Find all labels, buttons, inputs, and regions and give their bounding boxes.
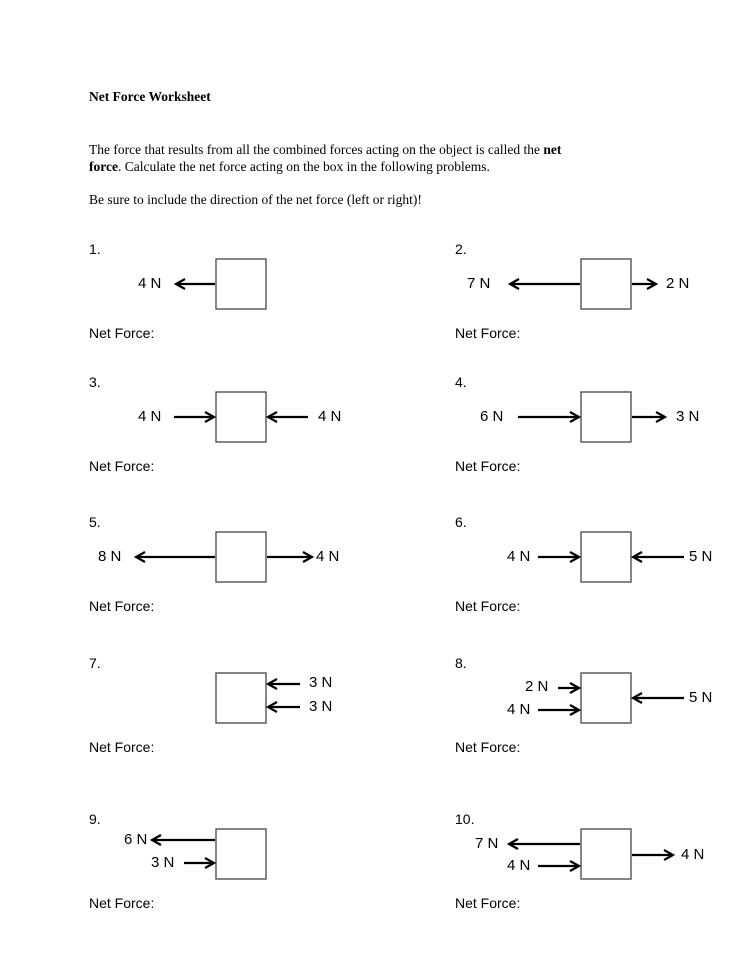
intro-text-2: . Calculate the net force acting on the box in the following problems. [117,159,490,174]
problem-10-force-1-label: 7 N [475,835,499,852]
problem-9-force-2-label: 3 N [151,854,175,871]
problem-5-force-1-label: 8 N [98,548,122,565]
problem-2-net-force-label: Net Force: [455,325,521,341]
problem-7-box [216,673,266,723]
intro-bold-net: net [543,142,562,157]
problem-1-number: 1. [89,241,101,257]
problem-2-number: 2. [455,241,467,257]
problem-8-net-force-label: Net Force: [455,739,521,755]
intro-bold-force: force [89,159,118,174]
problem-8-force-2-label: 4 N [507,701,531,718]
intro-text-1: The force that results from all the combined forces acting on the object is called the [89,142,544,157]
problem-8-number: 8. [455,655,467,671]
problem-4-force-2-label: 3 N [676,408,700,425]
problem-8-force-3-label: 5 N [689,689,713,706]
problem-7-net-force-label: Net Force: [89,739,155,755]
problem-9-force-1-label: 6 N [124,831,148,848]
problem-4-box [581,392,631,442]
problem-3-number: 3. [89,374,101,390]
problem-10-net-force-label: Net Force: [455,895,521,911]
problem-2-force-2-label: 2 N [666,275,690,292]
problem-2-box [581,259,631,309]
worksheet-title: Net Force Worksheet [89,89,211,104]
problem-10-force-3-label: 4 N [681,846,705,863]
problem-7-number: 7. [89,655,101,671]
problem-3-box [216,392,266,442]
problem-9-net-force-label: Net Force: [89,895,155,911]
problem-4-force-1-label: 6 N [480,408,504,425]
problem-6-net-force-label: Net Force: [455,598,521,614]
problem-8-box [581,673,631,723]
problem-6-box [581,532,631,582]
problem-2-force-1-label: 7 N [467,275,491,292]
problem-6-number: 6. [455,514,467,530]
problem-6-force-2-label: 5 N [689,548,713,565]
problem-8-force-1-label: 2 N [525,678,549,695]
problem-4-number: 4. [455,374,467,390]
problem-3-force-2-label: 4 N [318,408,342,425]
problem-5-box [216,532,266,582]
problem-4-net-force-label: Net Force: [455,458,521,474]
problem-3-force-1-label: 4 N [138,408,162,425]
problem-5-net-force-label: Net Force: [89,598,155,614]
problem-10-force-2-label: 4 N [507,857,531,874]
problem-6-force-1-label: 4 N [507,548,531,565]
problem-7-force-2-label: 3 N [309,698,333,715]
problem-5-number: 5. [89,514,101,530]
problem-1-net-force-label: Net Force: [89,325,155,341]
problem-9-box [216,829,266,879]
problem-7-force-1-label: 3 N [309,674,333,691]
problem-3-net-force-label: Net Force: [89,458,155,474]
problem-9-number: 9. [89,811,101,827]
problem-10-number: 10. [455,811,475,827]
problem-1-box [216,259,266,309]
problem-10-box [581,829,631,879]
problem-1-force-1-label: 4 N [138,275,162,292]
problem-5-force-2-label: 4 N [316,548,340,565]
direction-reminder: Be sure to include the direction of the net force (left or right)! [89,192,422,207]
